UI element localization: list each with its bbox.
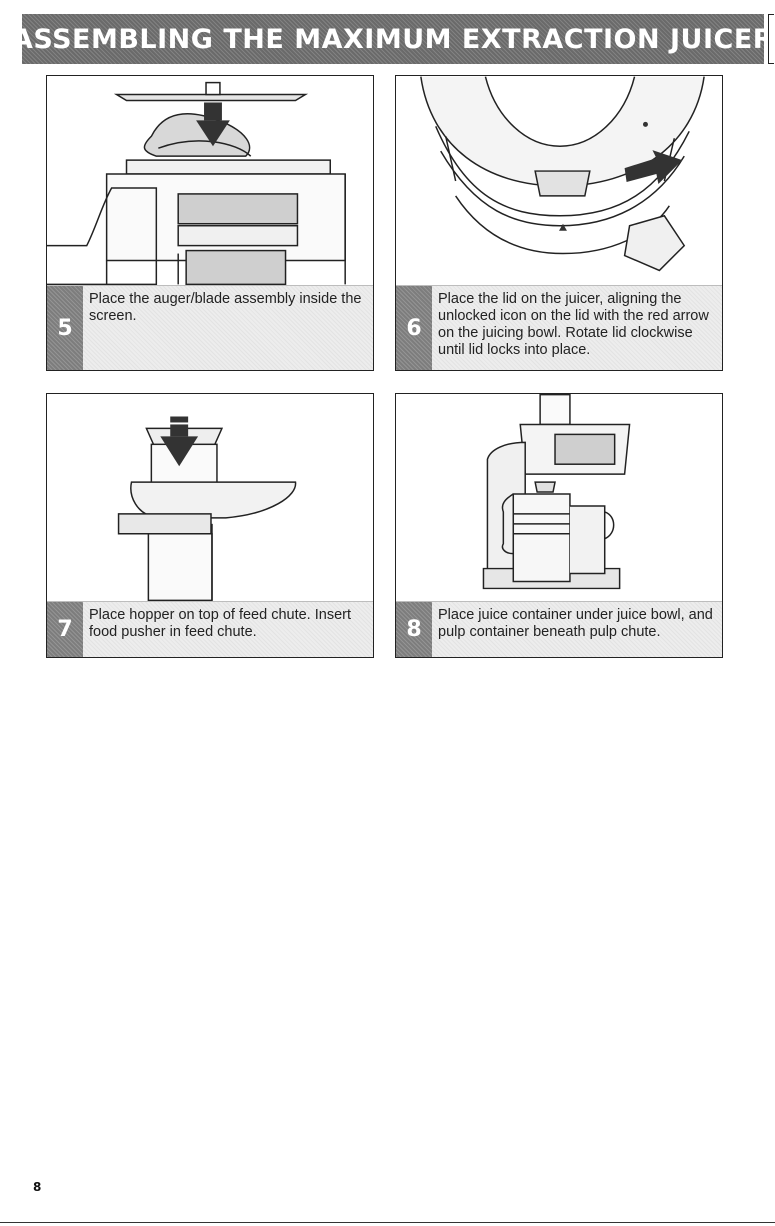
- step-7-caption: [47, 601, 373, 657]
- page-number: 8: [33, 1180, 42, 1194]
- step-5-panel: [46, 75, 374, 371]
- hopper-drawing: [47, 394, 373, 601]
- step-8-text: Place juice container under juice bowl, and pulp container beneath pulp chute.: [438, 607, 713, 640]
- step-7-text: Place hopper on top of feed chute. Insert food pusher in feed chute.: [89, 607, 351, 640]
- step-6-badge: 6: [396, 286, 432, 370]
- step-8-badge: 8: [396, 602, 432, 657]
- step-8-panel: [395, 393, 723, 658]
- step-5-illustration: [47, 76, 373, 285]
- step-7-badge: 7: [47, 602, 83, 657]
- banner-edge-mark: [768, 14, 774, 64]
- step-8-illustration: [396, 394, 722, 601]
- step-6-panel: [395, 75, 723, 371]
- step-6-text: Place the lid on the juicer, aligning the unlocked icon on the lid with the red arrow on the juicing bowl. Rotate lid clockwise until lid locks into place.: [438, 291, 709, 358]
- step-7-panel: [46, 393, 374, 658]
- page-title-banner: [11, 14, 775, 64]
- step-5-badge: 5: [47, 286, 83, 370]
- step-5-text: Place the auger/blade assembly inside the screen.: [89, 291, 362, 324]
- lid-alignment-drawing: [396, 76, 722, 285]
- step-6-caption: [396, 285, 722, 370]
- step-6-illustration: [396, 76, 722, 285]
- step-7-illustration: [47, 394, 373, 601]
- bottom-rule: [0, 1222, 775, 1223]
- step-5-caption: [47, 285, 373, 370]
- containers-drawing: [396, 394, 722, 601]
- page-title: ASSEMBLING THE MAXIMUM EXTRACTION JUICER: [11, 23, 775, 55]
- auger-assembly-drawing: [47, 76, 373, 285]
- step-8-caption: [396, 601, 722, 657]
